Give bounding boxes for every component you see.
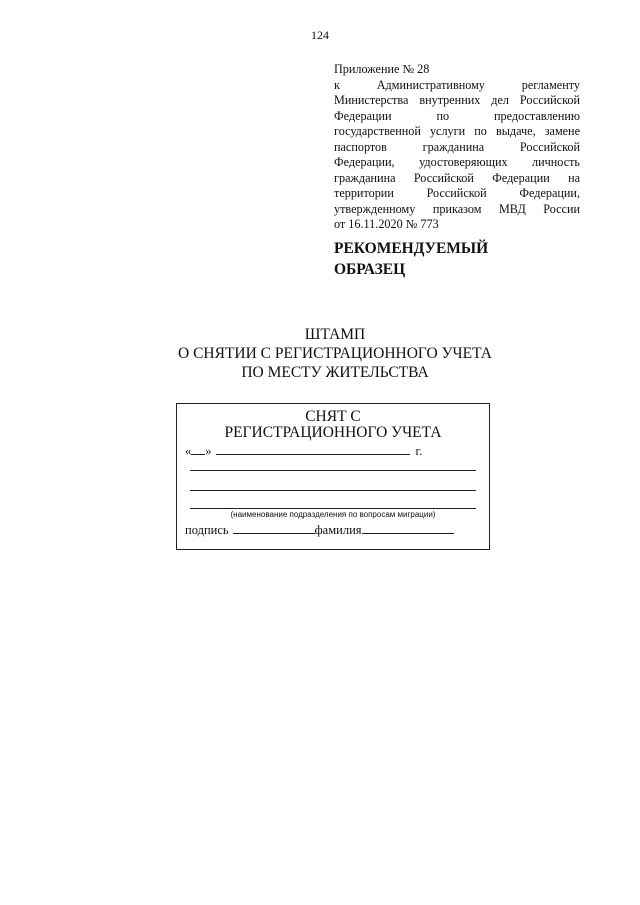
appendix-block: [334, 62, 580, 233]
appendix-line: Федерации по предоставлению: [334, 108, 580, 123]
surname-field: [362, 523, 454, 534]
department-line-3: [190, 508, 476, 509]
stamp-title-line-1: ШТАМП: [304, 326, 366, 343]
appendix-line: к Административному регламенту: [334, 77, 580, 92]
stamp-box: [176, 403, 490, 550]
stamp-title-line-2: О СНЯТИИ С РЕГИСТРАЦИОННОГО УЧЕТА: [178, 345, 492, 362]
date-open-quote: «: [185, 444, 192, 458]
appendix-line: паспортов гражданина Российской: [334, 139, 580, 154]
stamp-title-line-3: ПО МЕСТУ ЖИТЕЛЬСТВА: [241, 364, 429, 381]
date-day-field: [191, 444, 205, 455]
signature-row: [185, 523, 454, 538]
stamp-header: [177, 409, 489, 441]
appendix-line: гражданина Российской Федерации на: [334, 170, 580, 185]
recommended-sample-heading: [334, 238, 488, 280]
signature-field: [233, 523, 315, 534]
page-number: 124: [311, 28, 329, 42]
department-caption: (наименование подразделения по вопросам миграции): [230, 510, 436, 519]
date-row: [185, 444, 422, 459]
date-close-quote: »: [205, 444, 212, 458]
stamp-title: [140, 325, 530, 382]
appendix-line: государственной услуги по выдаче, замене: [334, 124, 580, 138]
year-suffix: г.: [415, 444, 423, 458]
stamp-header-line-1: СНЯТ С: [305, 408, 361, 425]
date-month-field: [216, 444, 410, 455]
appendix-line: от 16.11.2020 № 773: [334, 217, 439, 231]
signature-label: подпись: [185, 523, 229, 537]
appendix-line: территории Российской Федерации,: [334, 186, 580, 200]
stamp-header-line-2: РЕГИСТРАЦИОННОГО УЧЕТА: [224, 424, 442, 441]
appendix-line: Федерации, удостоверяющих личность: [334, 155, 580, 169]
department-line-1: [190, 470, 476, 471]
department-line-2: [190, 490, 476, 491]
recommended-line-2: ОБРАЗЕЦ: [334, 261, 406, 278]
surname-label: фамилия: [314, 523, 362, 537]
appendix-line: утвержденному приказом МВД России: [334, 201, 580, 216]
recommended-line-1: РЕКОМЕНДУЕМЫЙ: [334, 240, 489, 257]
appendix-line: Приложение № 28: [334, 62, 430, 76]
appendix-line: Министерства внутренних дел Российской: [334, 93, 580, 107]
